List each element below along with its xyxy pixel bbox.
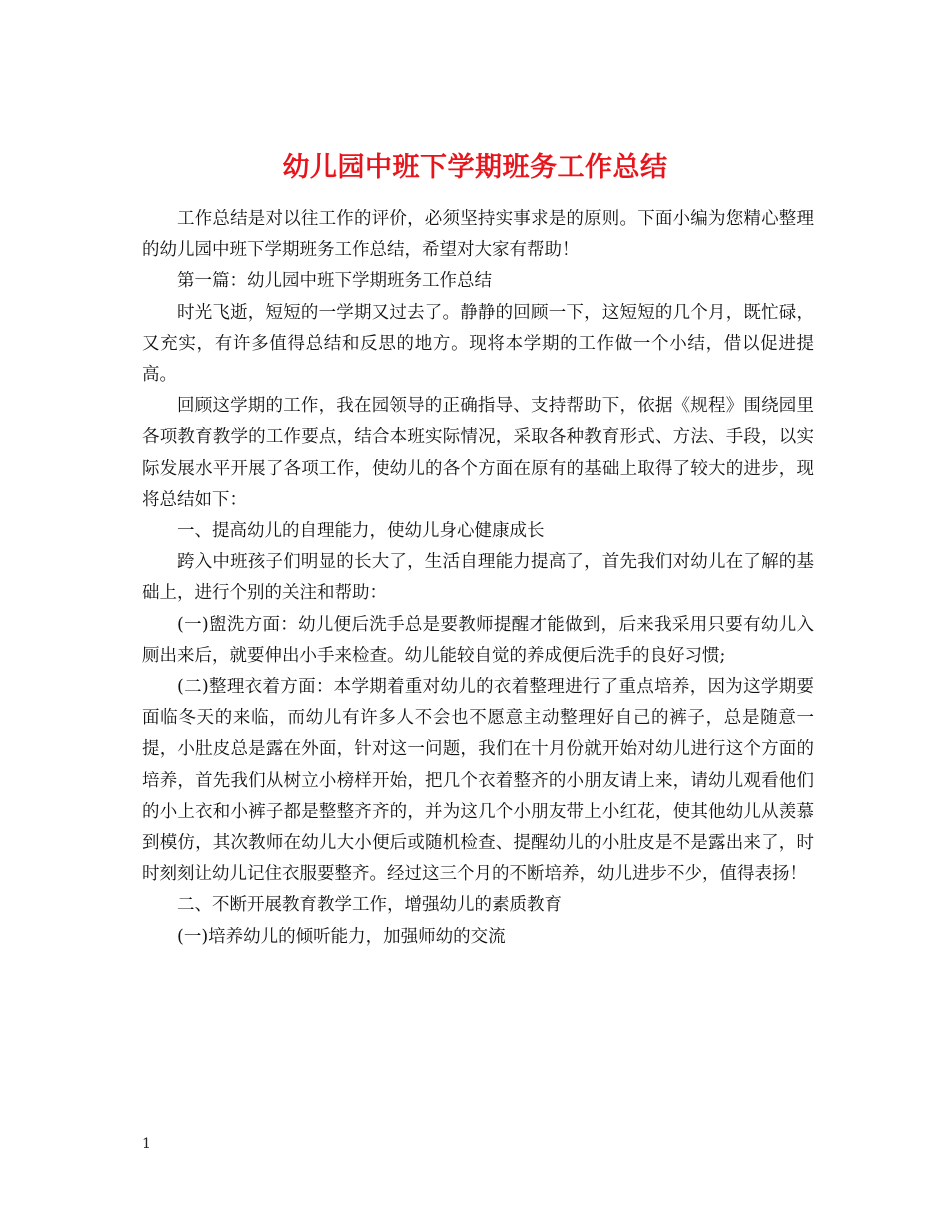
document-title: 幼儿园中班下学期班务工作总结 [282,152,668,184]
document-body [142,204,814,953]
intro-paragraph: 工作总结是对以往工作的评价，必须坚持实事求是的原则。下面小编为您精心整理的幼儿园中班下学期班务工作总结，希望对大家有帮助！ [142,209,814,261]
section-heading-one: 一、提高幼儿的自理能力，使幼儿身心健康成长 [177,521,545,542]
section-heading-two: 二、不断开展教育教学工作，增强幼儿的素质教育 [177,895,562,916]
body-paragraph: 时光飞逝，短短的一学期又过去了。静静的回顾一下，这短短的几个月，既忙碌，又充实，有许多值得总结和反思的地方。现将本学期的工作做一个小结，借以促进提高。 [142,302,814,386]
page-number: 1 [142,1136,151,1152]
body-paragraph: (一)盥洗方面：幼儿便后洗手总是要教师提醒才能做到，后来我采用只要有幼儿入厕出来后，就要伸出小手来检查。幼儿能较自觉的养成便后洗手的良好习惯; [142,614,814,666]
section-heading-part-one: 第一篇：幼儿园中班下学期班务工作总结 [177,271,492,292]
body-paragraph: 跨入中班孩子们明显的长大了，生活自理能力提高了，首先我们对幼儿在了解的基础上，进行个别的关注和帮助： [142,552,814,604]
body-paragraph: 回顾这学期的工作，我在园领导的正确指导、支持帮助下，依据《规程》围绕园里各项教育教学的工作要点，结合本班实际情况，采取各种教育形式、方法、手段，以实际发展水平开展了各项工作，使幼儿的各个方面在原有的基础上取得了较大的进步，现将总结如下： [142,396,814,510]
subsection-heading: (一)培养幼儿的倾听能力，加强师幼的交流 [177,926,506,947]
body-paragraph: (二)整理衣着方面：本学期着重对幼儿的衣着整理进行了重点培养，因为这学期要面临冬天的来临，而幼儿有许多人不会也不愿意主动整理好自己的裤子，总是随意一提，小肚皮总是露在外面，针对这一问题，我们在十月份就开始对幼儿进行这个方面的培养，首先我们从树立小榜样开始，把几个衣着整齐的小朋友请上来，请幼儿观看他们的小上衣和小裤子都是整整齐齐的，并为这几个小朋友带上小红花，使其他幼儿从羡慕到模仿，其次教师在幼儿大小便后或随机检查、提醒幼儿的小肚皮是不是露出来了，时时刻刻让幼儿记住衣服要整齐。经过这三个月的不断培养，幼儿进步不少，值得表扬！ [142,677,814,885]
